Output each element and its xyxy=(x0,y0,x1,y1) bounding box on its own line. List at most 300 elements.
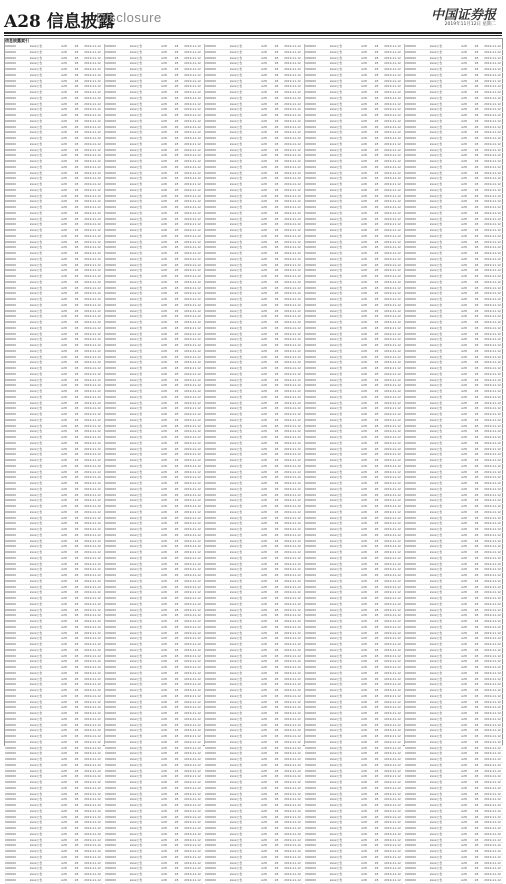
row-code: 000000 xyxy=(5,722,17,727)
row-edition: A28 xyxy=(461,636,467,641)
row-page: 28 xyxy=(74,412,79,416)
row-page: 28 xyxy=(174,578,179,583)
row-date: 2019-11-12 xyxy=(484,366,501,370)
row-edition: A28 xyxy=(361,509,367,514)
row-edition: A28 xyxy=(61,532,67,537)
row-code: 000000 xyxy=(5,745,17,750)
row-date: 2019-11-12 xyxy=(184,803,201,807)
row-name: xxxx公告 xyxy=(29,343,43,347)
row-page: 28 xyxy=(74,394,79,399)
row-edition: A28 xyxy=(161,757,167,761)
row-page: 28 xyxy=(474,831,479,836)
row-edition: A28 xyxy=(261,360,267,365)
row-code: 000000 xyxy=(205,504,217,508)
row-code: 000000 xyxy=(205,538,217,543)
row-name: xxxx公告 xyxy=(429,245,443,250)
row-date: 2019-11-12 xyxy=(484,619,501,623)
row-page: 28 xyxy=(174,95,179,100)
row-name: xxxx公告 xyxy=(429,452,443,457)
row-code: 000000 xyxy=(205,141,217,146)
row-date: 2019-11-12 xyxy=(384,492,401,497)
row-date: 2019-11-12 xyxy=(84,734,101,738)
row-name: xxxx公告 xyxy=(29,337,43,342)
row-name: xxxx公告 xyxy=(329,435,343,439)
row-edition: A28 xyxy=(61,578,67,583)
row-name: xxxx公告 xyxy=(329,216,343,221)
row-edition: A28 xyxy=(61,107,67,112)
row-name: xxxx公告 xyxy=(29,630,43,635)
row-edition: A28 xyxy=(261,452,267,457)
row-page: 28 xyxy=(274,693,279,698)
row-name: xxxx公告 xyxy=(329,124,343,129)
row-code: 000000 xyxy=(305,164,317,169)
row-date: 2019-11-12 xyxy=(384,653,401,658)
row-edition: A28 xyxy=(61,124,67,129)
row-code: 000000 xyxy=(305,722,317,727)
row-name: xxxx公告 xyxy=(29,423,43,428)
row-page: 28 xyxy=(474,670,479,675)
row-name: xxxx公告 xyxy=(229,239,243,244)
row-name: xxxx公告 xyxy=(29,659,43,664)
row-edition: A28 xyxy=(161,504,167,508)
row-page: 28 xyxy=(474,354,479,359)
row-name: xxxx公告 xyxy=(129,389,143,393)
row-date: 2019-11-12 xyxy=(384,716,401,721)
row-name: xxxx公告 xyxy=(329,532,343,537)
row-code: 000000 xyxy=(305,601,317,606)
row-edition: A28 xyxy=(161,573,167,577)
row-name: xxxx公告 xyxy=(329,44,343,48)
row-name: xxxx公告 xyxy=(329,872,343,876)
row-name: xxxx公告 xyxy=(329,676,343,681)
row-name: xxxx公告 xyxy=(129,768,143,773)
row-page: 28 xyxy=(374,584,379,589)
row-edition: A28 xyxy=(261,130,267,135)
row-page: 28 xyxy=(274,659,279,664)
row-edition: A28 xyxy=(261,325,267,330)
row-edition: A28 xyxy=(161,739,167,744)
row-name: xxxx公告 xyxy=(429,222,443,227)
row-name: xxxx公告 xyxy=(129,383,143,388)
row-edition: A28 xyxy=(461,130,467,135)
row-edition: A28 xyxy=(261,176,267,181)
row-code: 000000 xyxy=(205,636,217,641)
row-page: 28 xyxy=(174,492,179,497)
row-page: 28 xyxy=(474,383,479,388)
row-code: 000000 xyxy=(305,113,317,117)
row-date: 2019-11-12 xyxy=(184,377,201,382)
row-code: 000000 xyxy=(205,245,217,250)
row-date: 2019-11-12 xyxy=(284,728,301,733)
row-page: 28 xyxy=(74,274,79,278)
row-date: 2019-11-12 xyxy=(284,843,301,848)
row-code: 000000 xyxy=(5,297,17,301)
row-edition: A28 xyxy=(361,417,367,422)
row-page: 28 xyxy=(474,780,479,784)
row-edition: A28 xyxy=(61,498,67,503)
row-edition: A28 xyxy=(361,659,367,664)
row-page: 28 xyxy=(174,147,179,152)
row-date: 2019-11-12 xyxy=(384,584,401,589)
row-code: 000000 xyxy=(5,515,17,520)
row-code: 000000 xyxy=(5,343,17,347)
row-code: 000000 xyxy=(105,360,117,365)
row-edition: A28 xyxy=(61,624,67,629)
row-code: 000000 xyxy=(5,170,17,175)
row-code: 000000 xyxy=(405,216,417,221)
row-date: 2019-11-12 xyxy=(384,72,401,77)
row-page: 28 xyxy=(74,233,79,238)
row-date: 2019-11-12 xyxy=(84,619,101,623)
row-name: xxxx公告 xyxy=(29,613,43,618)
row-date: 2019-11-12 xyxy=(284,164,301,169)
row-page: 28 xyxy=(174,826,179,830)
row-date: 2019-11-12 xyxy=(484,670,501,675)
row-code: 000000 xyxy=(105,153,117,158)
row-name: xxxx公告 xyxy=(329,458,343,462)
row-code: 000000 xyxy=(305,860,317,865)
row-page: 28 xyxy=(74,239,79,244)
row-name: xxxx公告 xyxy=(129,429,143,434)
row-name: xxxx公告 xyxy=(129,745,143,750)
row-page: 28 xyxy=(74,682,79,687)
row-page: 28 xyxy=(474,423,479,428)
row-page: 28 xyxy=(274,774,279,779)
row-date: 2019-11-12 xyxy=(484,722,501,727)
row-name: xxxx公告 xyxy=(229,423,243,428)
row-name: xxxx公告 xyxy=(29,308,43,313)
row-name: xxxx公告 xyxy=(29,544,43,549)
row-date: 2019-11-12 xyxy=(384,509,401,514)
row-page: 28 xyxy=(274,613,279,618)
row-name: xxxx公告 xyxy=(29,78,43,83)
row-page: 28 xyxy=(74,665,79,669)
row-code: 000000 xyxy=(105,406,117,411)
row-name: xxxx公告 xyxy=(329,797,343,802)
row-code: 000000 xyxy=(205,354,217,359)
row-date: 2019-11-12 xyxy=(184,682,201,687)
row-code: 000000 xyxy=(5,452,17,457)
row-code: 000000 xyxy=(5,159,17,163)
row-code: 000000 xyxy=(405,544,417,549)
row-code: 000000 xyxy=(105,739,117,744)
row-name: xxxx公告 xyxy=(229,475,243,480)
row-page: 28 xyxy=(274,751,279,756)
row-edition: A28 xyxy=(61,555,67,560)
row-name: xxxx公告 xyxy=(329,843,343,848)
row-date: 2019-11-12 xyxy=(384,297,401,301)
row-code: 000000 xyxy=(5,762,17,767)
row-edition: A28 xyxy=(161,791,167,796)
row-edition: A28 xyxy=(361,624,367,629)
row-name: xxxx公告 xyxy=(329,164,343,169)
row-name: xxxx公告 xyxy=(329,331,343,336)
row-edition: A28 xyxy=(61,67,67,71)
row-edition: A28 xyxy=(461,647,467,652)
row-code: 000000 xyxy=(405,320,417,324)
row-page: 28 xyxy=(74,44,79,48)
row-name: xxxx公告 xyxy=(29,377,43,382)
row-page: 28 xyxy=(474,377,479,382)
row-code: 000000 xyxy=(305,429,317,434)
row-code: 000000 xyxy=(305,837,317,842)
row-page: 28 xyxy=(374,285,379,290)
row-page: 28 xyxy=(74,435,79,439)
row-name: xxxx公告 xyxy=(29,159,43,163)
row-date: 2019-11-12 xyxy=(84,475,101,480)
row-page: 28 xyxy=(474,872,479,876)
row-page: 28 xyxy=(274,607,279,612)
row-date: 2019-11-12 xyxy=(484,44,501,48)
row-date: 2019-11-12 xyxy=(284,239,301,244)
row-edition: A28 xyxy=(61,803,67,807)
row-edition: A28 xyxy=(461,285,467,290)
row-page: 28 xyxy=(74,279,79,284)
row-date: 2019-11-12 xyxy=(284,521,301,526)
row-date: 2019-11-12 xyxy=(284,193,301,198)
row-edition: A28 xyxy=(161,176,167,181)
row-edition: A28 xyxy=(361,538,367,543)
row-edition: A28 xyxy=(361,279,367,284)
row-name: xxxx公告 xyxy=(229,262,243,267)
row-edition: A28 xyxy=(361,745,367,750)
row-page: 28 xyxy=(74,228,79,232)
row-code: 000000 xyxy=(205,803,217,807)
row-page: 28 xyxy=(174,532,179,537)
row-edition: A28 xyxy=(261,302,267,307)
row-page: 28 xyxy=(274,762,279,767)
row-name: xxxx公告 xyxy=(229,693,243,698)
row-date: 2019-11-12 xyxy=(284,107,301,112)
row-page: 28 xyxy=(474,509,479,514)
row-page: 28 xyxy=(274,814,279,819)
row-edition: A28 xyxy=(361,653,367,658)
row-date: 2019-11-12 xyxy=(384,147,401,152)
row-edition: A28 xyxy=(461,55,467,60)
row-code: 000000 xyxy=(5,492,17,497)
row-page: 28 xyxy=(374,797,379,802)
row-page: 28 xyxy=(274,791,279,796)
row-page: 28 xyxy=(274,251,279,255)
row-code: 000000 xyxy=(405,366,417,370)
row-page: 28 xyxy=(174,596,179,600)
row-name: xxxx公告 xyxy=(329,262,343,267)
row-name: xxxx公告 xyxy=(429,216,443,221)
row-edition: A28 xyxy=(361,498,367,503)
row-date: 2019-11-12 xyxy=(184,205,201,209)
row-edition: A28 xyxy=(261,400,267,405)
row-edition: A28 xyxy=(361,377,367,382)
row-page: 28 xyxy=(74,193,79,198)
row-edition: A28 xyxy=(61,164,67,169)
row-code: 000000 xyxy=(5,716,17,721)
row-page: 28 xyxy=(174,751,179,756)
row-date: 2019-11-12 xyxy=(384,251,401,255)
row-edition: A28 xyxy=(461,400,467,405)
row-date: 2019-11-12 xyxy=(384,860,401,865)
row-date: 2019-11-12 xyxy=(284,251,301,255)
row-edition: A28 xyxy=(161,164,167,169)
row-code: 000000 xyxy=(5,291,17,296)
row-page: 28 xyxy=(74,751,79,756)
row-edition: A28 xyxy=(361,578,367,583)
row-name: xxxx公告 xyxy=(429,653,443,658)
row-edition: A28 xyxy=(361,124,367,129)
row-date: 2019-11-12 xyxy=(184,429,201,434)
row-page: 28 xyxy=(174,205,179,209)
row-page: 28 xyxy=(474,262,479,267)
row-page: 28 xyxy=(74,458,79,462)
row-edition: A28 xyxy=(461,222,467,227)
row-name: xxxx公告 xyxy=(229,429,243,434)
row-page: 28 xyxy=(174,251,179,255)
row-name: xxxx公告 xyxy=(129,601,143,606)
row-page: 28 xyxy=(374,383,379,388)
row-code: 000000 xyxy=(105,659,117,664)
row-page: 28 xyxy=(374,429,379,434)
row-page: 28 xyxy=(74,348,79,353)
row-name: xxxx公告 xyxy=(229,728,243,733)
row-date: 2019-11-12 xyxy=(84,412,101,416)
row-page: 28 xyxy=(74,860,79,865)
row-page: 28 xyxy=(474,49,479,54)
row-page: 28 xyxy=(374,705,379,710)
row-edition: A28 xyxy=(261,665,267,669)
row-edition: A28 xyxy=(161,49,167,54)
row-page: 28 xyxy=(374,159,379,163)
row-name: xxxx公告 xyxy=(429,647,443,652)
row-code: 000000 xyxy=(405,170,417,175)
row-edition: A28 xyxy=(461,803,467,807)
row-date: 2019-11-12 xyxy=(384,515,401,520)
row-code: 000000 xyxy=(305,872,317,876)
row-code: 000000 xyxy=(405,417,417,422)
row-date: 2019-11-12 xyxy=(284,400,301,405)
row-edition: A28 xyxy=(261,164,267,169)
row-edition: A28 xyxy=(261,136,267,140)
row-name: xxxx公告 xyxy=(29,555,43,560)
row-name: xxxx公告 xyxy=(329,440,343,445)
row-name: xxxx公告 xyxy=(329,498,343,503)
row-edition: A28 xyxy=(361,515,367,520)
row-edition: A28 xyxy=(461,118,467,123)
row-code: 000000 xyxy=(405,49,417,54)
row-page: 28 xyxy=(74,734,79,738)
row-page: 28 xyxy=(274,90,279,94)
row-name: xxxx公告 xyxy=(229,159,243,163)
row-date: 2019-11-12 xyxy=(284,665,301,669)
row-edition: A28 xyxy=(161,716,167,721)
row-name: xxxx公告 xyxy=(29,515,43,520)
row-code: 000000 xyxy=(205,274,217,278)
row-edition: A28 xyxy=(461,716,467,721)
row-page: 28 xyxy=(174,475,179,480)
row-date: 2019-11-12 xyxy=(484,780,501,784)
row-date: 2019-11-12 xyxy=(184,279,201,284)
row-date: 2019-11-12 xyxy=(284,877,301,882)
row-date: 2019-11-12 xyxy=(184,130,201,135)
row-code: 000000 xyxy=(305,676,317,681)
row-name: xxxx公告 xyxy=(29,452,43,457)
row-edition: A28 xyxy=(161,872,167,876)
row-page: 28 xyxy=(74,584,79,589)
row-code: 000000 xyxy=(5,481,17,485)
row-page: 28 xyxy=(374,630,379,635)
row-edition: A28 xyxy=(161,297,167,301)
row-page: 28 xyxy=(174,693,179,698)
row-page: 28 xyxy=(374,78,379,83)
row-date: 2019-11-12 xyxy=(84,820,101,825)
row-code: 000000 xyxy=(5,406,17,411)
row-code: 000000 xyxy=(5,596,17,600)
row-edition: A28 xyxy=(461,423,467,428)
row-page: 28 xyxy=(74,693,79,698)
row-page: 28 xyxy=(274,716,279,721)
row-code: 000000 xyxy=(205,647,217,652)
row-page: 28 xyxy=(474,193,479,198)
row-code: 000000 xyxy=(405,130,417,135)
row-code: 000000 xyxy=(405,164,417,169)
row-page: 28 xyxy=(74,774,79,779)
row-page: 28 xyxy=(274,412,279,416)
row-date: 2019-11-12 xyxy=(384,285,401,290)
row-date: 2019-11-12 xyxy=(384,578,401,583)
row-code: 000000 xyxy=(205,757,217,761)
row-date: 2019-11-12 xyxy=(384,61,401,66)
row-name: xxxx公告 xyxy=(229,107,243,112)
row-name: xxxx公告 xyxy=(429,153,443,158)
row-page: 28 xyxy=(474,136,479,140)
row-edition: A28 xyxy=(161,435,167,439)
row-date: 2019-11-12 xyxy=(484,791,501,796)
row-name: xxxx公告 xyxy=(129,762,143,767)
row-code: 000000 xyxy=(305,745,317,750)
row-date: 2019-11-12 xyxy=(384,808,401,813)
row-date: 2019-11-12 xyxy=(284,716,301,721)
row-edition: A28 xyxy=(161,642,167,646)
row-page: 28 xyxy=(174,113,179,117)
row-page: 28 xyxy=(374,463,379,468)
row-edition: A28 xyxy=(261,872,267,876)
row-page: 28 xyxy=(474,550,479,554)
row-name: xxxx公告 xyxy=(29,55,43,60)
row-date: 2019-11-12 xyxy=(184,256,201,261)
row-page: 28 xyxy=(274,274,279,278)
row-page: 28 xyxy=(174,337,179,342)
row-edition: A28 xyxy=(61,55,67,60)
row-page: 28 xyxy=(274,417,279,422)
row-date: 2019-11-12 xyxy=(84,239,101,244)
row-page: 28 xyxy=(474,722,479,727)
row-code: 000000 xyxy=(305,797,317,802)
row-edition: A28 xyxy=(161,256,167,261)
row-date: 2019-11-12 xyxy=(84,624,101,629)
row-edition: A28 xyxy=(161,67,167,71)
row-name: xxxx公告 xyxy=(429,659,443,664)
row-code: 000000 xyxy=(305,682,317,687)
row-date: 2019-11-12 xyxy=(384,670,401,675)
row-code: 000000 xyxy=(405,475,417,480)
row-code: 000000 xyxy=(105,343,117,347)
row-name: xxxx公告 xyxy=(229,492,243,497)
row-name: xxxx公告 xyxy=(329,877,343,882)
row-page: 28 xyxy=(274,555,279,560)
row-edition: A28 xyxy=(261,682,267,687)
row-page: 28 xyxy=(174,463,179,468)
row-name: xxxx公告 xyxy=(229,44,243,48)
row-name: xxxx公告 xyxy=(229,113,243,117)
row-date: 2019-11-12 xyxy=(384,107,401,112)
